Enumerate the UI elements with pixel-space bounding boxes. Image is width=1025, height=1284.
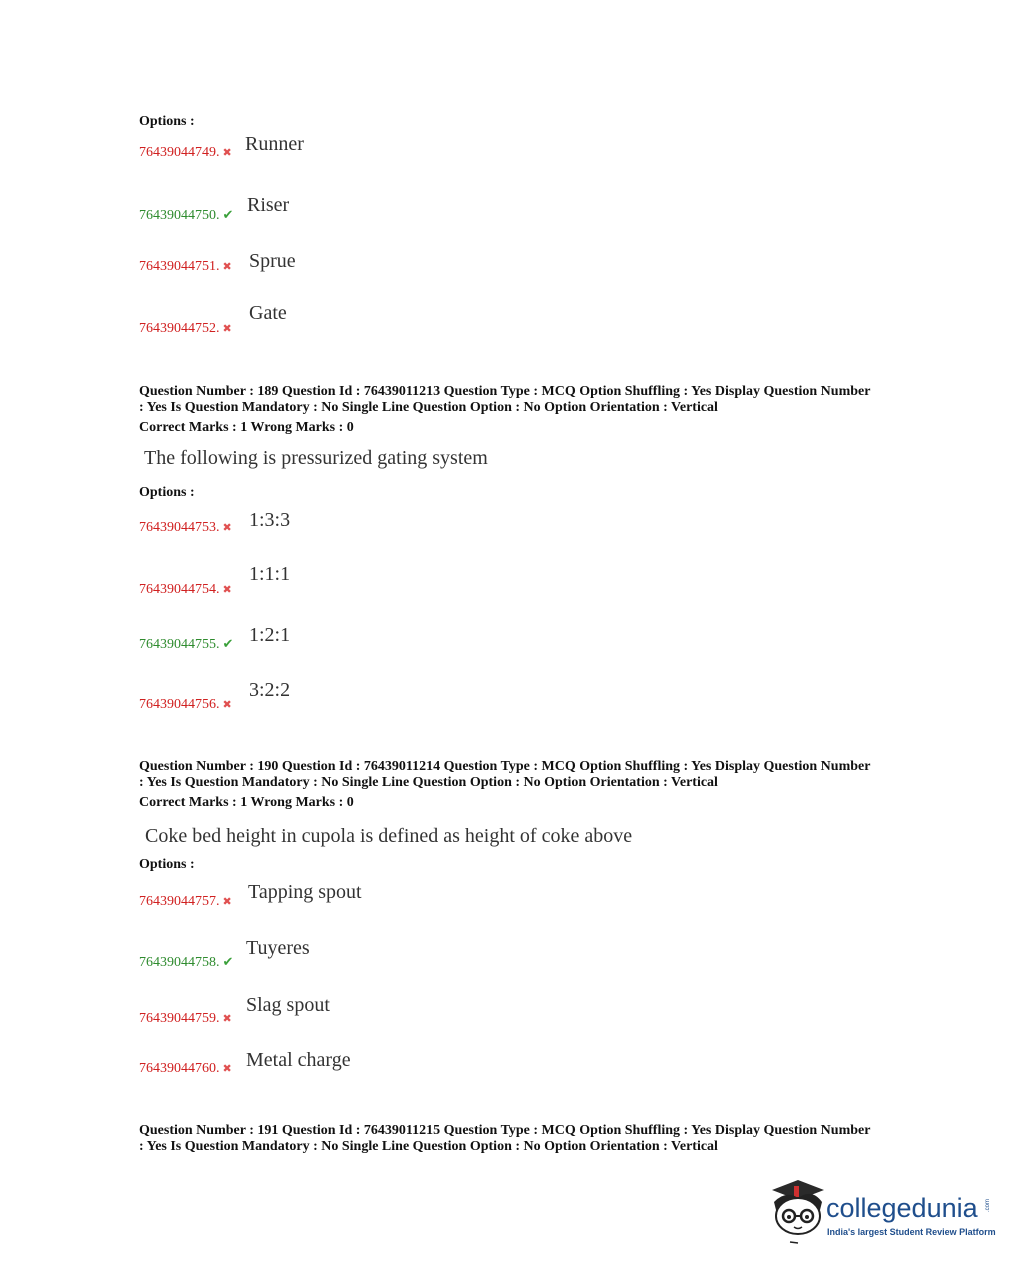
question-marks: Correct Marks : 1 Wrong Marks : 0: [139, 795, 354, 810]
option-id: 76439044758. ✔: [139, 955, 234, 970]
option-text: Riser: [247, 194, 290, 216]
option-id: 76439044751. ✖: [139, 259, 232, 274]
option-id: 76439044753. ✖: [139, 520, 232, 535]
brand-domain: .com: [985, 1199, 991, 1213]
option-text: 1:1:1: [249, 563, 291, 585]
correct-mark-icon: ✔: [222, 637, 234, 652]
brand-name: collegedunia: [826, 1193, 978, 1223]
wrong-mark-icon: ✖: [222, 583, 232, 596]
option-text: 1:2:1: [249, 624, 291, 646]
option-text: 1:3:3: [249, 509, 291, 531]
question-meta: Question Number : 189 Question Id : 76439011213 Question Type : MCQ Option Shuffling : Yes Display Question Number : Yes Is Question Mandatory : No Single Line Question Option : No Option Orientation : Vertical: [139, 384, 871, 415]
correct-mark-icon: ✔: [222, 208, 234, 223]
wrong-mark-icon: ✖: [222, 260, 232, 273]
option-text: Gate: [249, 302, 287, 324]
options-label: Options :: [139, 114, 195, 129]
wrong-mark-icon: ✖: [222, 698, 232, 711]
option-text: Runner: [245, 133, 304, 155]
option-text: Metal charge: [246, 1049, 351, 1071]
question-meta: Question Number : 191 Question Id : 76439011215 Question Type : MCQ Option Shuffling : Yes Display Question Number : Yes Is Question Mandatory : No Single Line Question Option : No Option Orientation : Vertical: [139, 1123, 871, 1154]
option-id: 76439044755. ✔: [139, 637, 234, 652]
option-text: Sprue: [249, 250, 296, 272]
wrong-mark-icon: ✖: [222, 1012, 232, 1025]
correct-mark-icon: ✔: [222, 955, 234, 970]
question-marks: Correct Marks : 1 Wrong Marks : 0: [139, 420, 354, 435]
option-id: 76439044749. ✖: [139, 145, 232, 160]
mascot-icon: [764, 1176, 830, 1246]
option-text: 3:2:2: [249, 679, 291, 701]
question-text: The following is pressurized gating system: [144, 447, 488, 469]
option-id: 76439044752. ✖: [139, 321, 232, 336]
option-id: 76439044759. ✖: [139, 1011, 232, 1026]
options-label: Options :: [139, 857, 195, 872]
mascot-svg: [764, 1176, 830, 1246]
wrong-mark-icon: ✖: [222, 1062, 232, 1075]
wrong-mark-icon: ✖: [222, 322, 232, 335]
option-text: Tuyeres: [246, 937, 310, 959]
wrong-mark-icon: ✖: [222, 521, 232, 534]
option-text: Slag spout: [246, 994, 330, 1016]
wrong-mark-icon: ✖: [222, 895, 232, 908]
option-id: 76439044754. ✖: [139, 582, 232, 597]
option-id: 76439044750. ✔: [139, 208, 234, 223]
question-text: Coke bed height in cupola is defined as height of coke above: [145, 825, 633, 847]
option-id: 76439044757. ✖: [139, 894, 232, 909]
options-label: Options :: [139, 485, 195, 500]
question-meta: Question Number : 190 Question Id : 76439011214 Question Type : MCQ Option Shuffling : Yes Display Question Number : Yes Is Question Mandatory : No Single Line Question Option : No Option Orientation : Vertical: [139, 759, 871, 790]
wrong-mark-icon: ✖: [222, 146, 232, 159]
option-id: 76439044756. ✖: [139, 697, 232, 712]
option-id: 76439044760. ✖: [139, 1061, 232, 1076]
brand-tagline: India's largest Student Review Platform: [827, 1227, 996, 1237]
option-text: Tapping spout: [248, 881, 362, 903]
